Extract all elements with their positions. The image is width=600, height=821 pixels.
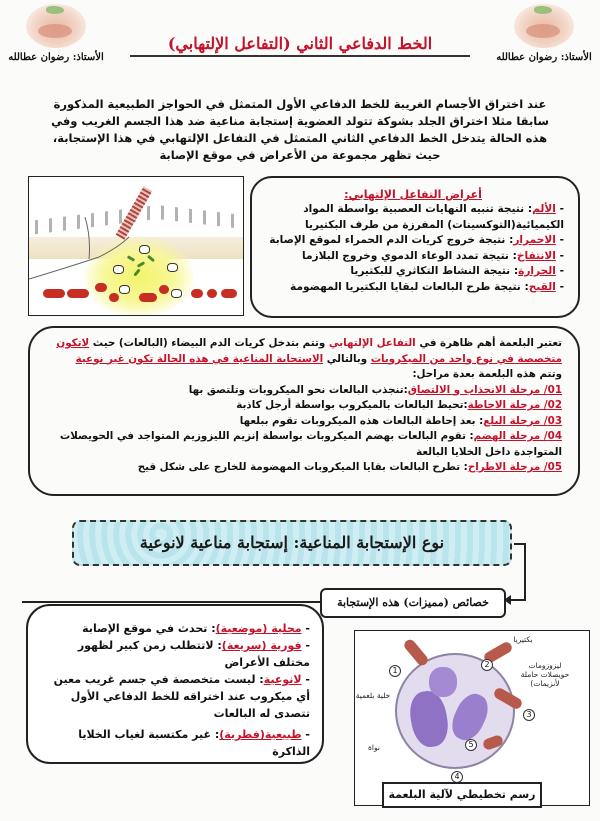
red-blood-cell-icon <box>207 289 217 298</box>
red-blood-cell-icon <box>67 289 89 298</box>
red-blood-cell-icon <box>191 289 203 298</box>
teacher-signature: الأستاذ: رضوان عطالله <box>8 52 104 63</box>
teacher-logo-image <box>26 4 86 48</box>
symptom-item: - القيح: نتيجة طرح البالعات لبقايا البكتيريا المهضومة <box>290 280 564 293</box>
stage-number-marker: 3 <box>523 709 535 721</box>
stage-number-marker: 2 <box>481 659 493 671</box>
stage-number-marker: 1 <box>389 665 401 677</box>
inflammation-diagram <box>28 176 244 316</box>
white-blood-cell-icon <box>139 245 150 254</box>
characteristic-item: - لانوعية: ليست متخصصة في جسم غريب معين أي ميكروب عند اختراقه للخط الدفاعي الأول تتصدى له البالعات <box>53 673 310 720</box>
stage-item: 04/ مرحلة الهضم: تقوم البالعات بهضم الميكروبات بواسطة إنزيم الليزوزيم المتواجد في الحويصلات المتواجدة داخل الخلايا البالعة <box>59 430 562 458</box>
phagocytosis-cell-diagram <box>354 630 590 806</box>
logo-right <box>494 4 594 76</box>
diagram-caption: رسم تخطيطي لآلية البلعمة <box>382 782 542 808</box>
red-blood-cell-icon <box>109 293 119 302</box>
page-title: الخط الدفاعي الثاني (التفاعل الإلتهابي) <box>130 34 470 57</box>
white-blood-cell-icon <box>171 289 182 298</box>
stage-number-marker: 4 <box>451 771 463 783</box>
stage-item: 02/ مرحلة الاحاطة:تحيط البالعات بالميكروب بواسطة أرجل كاذبة <box>236 399 562 411</box>
red-blood-cell-icon <box>139 293 157 302</box>
intro-paragraph: عند اختراق الأجسام الغريبة للخط الدفاعي الأول المتمثل في الحواجز الطبيعية المذكورة سابقا مثلا اختراق الجلد بشوكة تتولد العضوية إستجابة مناعية ضد هذا الجسم الغريب وفي هذه الحالة يتدخل الخط الدفاعي الثاني المتمثل في التفاعل الإلتهابي في هذا الإستجابة، حيث تظهر مجموعة من الأعراض في موقع الإصابة <box>51 97 549 162</box>
symptom-item: - الألم: نتيجة تنبيه النهايات العصبية بواسطة المواد الكيميائية(التوكسينات) المفرزة من طرف البكتيريا <box>303 203 564 231</box>
symptoms-box <box>250 176 580 318</box>
label-nucleus: نواة <box>368 743 380 752</box>
characteristics-label: خصائص (مميزات) هذه الإستجابة <box>320 588 506 618</box>
phagocytosis-box <box>28 326 580 496</box>
logo-left <box>6 4 106 76</box>
symptom-item: - الاحمرار: نتيجة خروج كريات الدم الحمراء لموقع الإصابة <box>269 234 564 246</box>
stages-intro: وتتم هذه البلعمة بعدة مراحل: <box>412 368 562 380</box>
red-blood-cell-icon <box>95 283 107 292</box>
phagocytosis-definition: تعتبر البلعمة أهم ظاهرة في التفاعل الإلتهابي وتتم بتدخل كريات الدم البيضاء (البالعات) حيث لاتكون متخصصة في نوع واحد من الميكروبات وبالتالي الاستجابة المناعية في هذه الحالة تكون غير نوعية <box>56 337 562 365</box>
connector-line <box>22 601 322 603</box>
symptom-item: - الانتفاخ: نتيجة تمدد الوعاء الدموي وخروج البلازما <box>301 249 564 262</box>
bacteria-icon <box>402 637 430 667</box>
characteristic-item: - محلية (موضعية): تحدث في موقع الإصابة <box>82 622 310 635</box>
label-bacteria: بكتيريا <box>513 635 533 644</box>
red-blood-cell-icon <box>159 285 169 294</box>
characteristic-item: - طبيعية(فطرية): غير مكتسبة لغياب الخلايا الذاكرة <box>78 728 310 758</box>
stage-item: 05/ مرحلة الاطراح: تطرح البالعات بقايا الميكروبات المهضومة للخارج على شكل قيح <box>137 461 562 473</box>
symptoms-heading: أعراض التفاعل الإلتهابي: <box>344 188 482 201</box>
symptom-item: - الحرارة: نتيجة النشاط التكاثري للبكتيريا <box>350 265 564 277</box>
white-blood-cell-icon <box>119 285 130 294</box>
stage-item: 03/ مرحلة البلع: بعد إحاطة البالعات هذه الميكروبات تقوم ببلعها <box>239 414 562 427</box>
label-lysosomes: ليزوزومات حويصلات حاملة لأنزيمات) <box>520 661 570 688</box>
characteristics-box <box>26 604 324 764</box>
teacher-logo-image <box>514 4 574 48</box>
characteristic-item: - فورية (سريعة): لاتتطلب زمن كبير لظهور مختلف الأعراض <box>77 639 310 669</box>
white-blood-cell-icon <box>113 265 124 274</box>
nucleus-shape <box>429 667 457 697</box>
teacher-signature: الأستاذ: رضوان عطالله <box>496 52 592 63</box>
white-blood-cell-icon <box>167 263 178 272</box>
stage-item: 01/ مرحلة الانجذاب و الالتصاق:تنجذب البالعات نحو الميكروبات وتلتصق بها <box>188 383 562 396</box>
red-blood-cell-icon <box>221 289 237 298</box>
stage-number-marker: 5 <box>465 739 477 751</box>
response-type-banner: نوع الإستجابة المناعية: إستجابة مناعية لانوعية <box>72 520 512 566</box>
blood-vessel-lines <box>29 217 149 287</box>
red-blood-cell-icon <box>43 289 65 298</box>
label-phagocyte: خلية بلعمية <box>355 691 391 700</box>
connector-line <box>514 543 526 601</box>
